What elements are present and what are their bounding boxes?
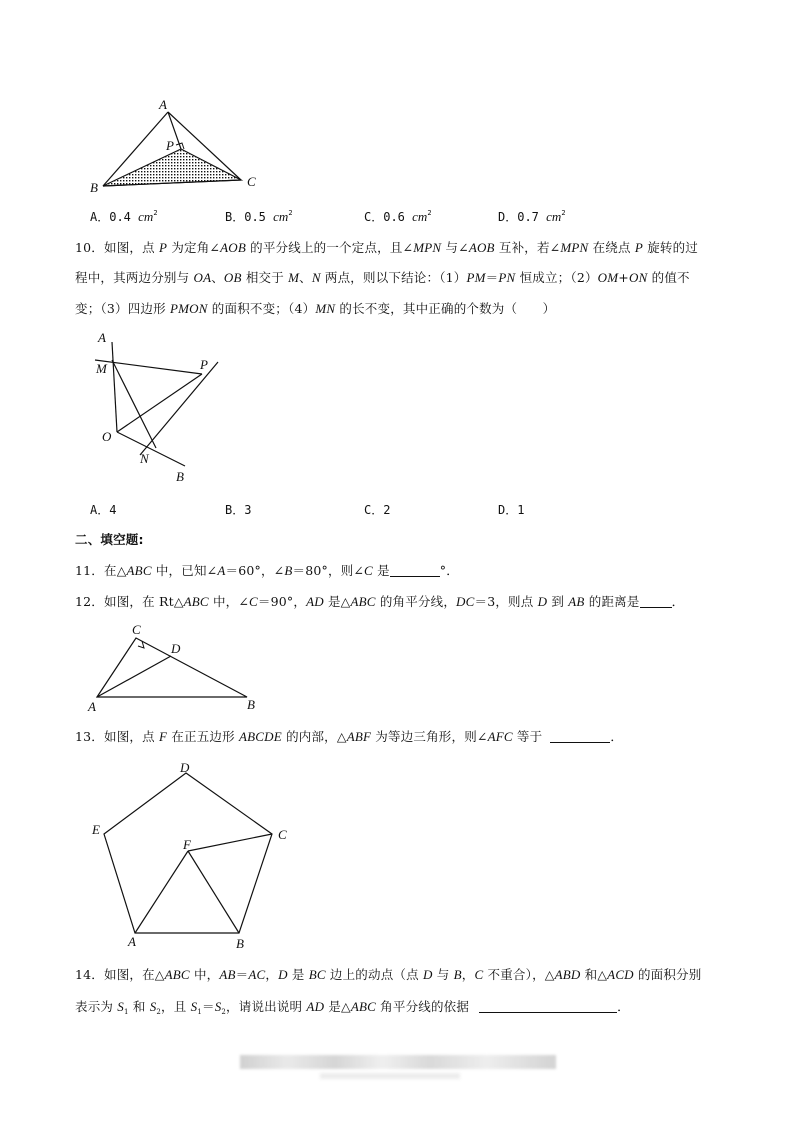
label-p: P xyxy=(200,357,208,372)
q10-line-2: 程中，其两边分别与 OA、OB 相交于 M、N 两点，则以下结论：（1）PM＝PN 恒成立；（2）OM+ON 的值不 xyxy=(75,270,690,285)
q10-line-1: 10．如图，点 P 为定角∠AOB 的平分线上的一个定点，且∠MPN 与∠AOB 互补，若∠MPN 在绕点 P 旋转的过 xyxy=(75,240,698,255)
label-a: A xyxy=(159,97,167,112)
label-o: O xyxy=(102,429,112,444)
q10-line-3: 变；（3）四边形 PMON 的面积不变；（4）MN 的长不变，其中正确的个数为（ ） xyxy=(75,301,556,316)
q12-text: 12．如图，在 Rt△ABC 中，∠C＝90°，AD 是△ABC 的角平分线，DC＝3，则点 D 到 AB 的距离是 ． xyxy=(75,594,685,609)
label-b: B xyxy=(176,469,184,484)
label-a: A xyxy=(88,699,96,714)
label-a: A xyxy=(98,330,106,345)
label-n: N xyxy=(140,451,149,466)
q10-option-a: A．4 xyxy=(90,503,117,517)
section-header-fill-in: 二、填空题: xyxy=(75,532,144,547)
label-c: C xyxy=(278,827,287,842)
blurred-footer-line xyxy=(320,1073,460,1079)
q9-option-a: A．0.4 $cm^2$ xyxy=(90,209,158,224)
q11-text: 11．在△ABC 中，已知∠A＝60°，∠B＝80°，则∠C 是 °． xyxy=(75,563,459,578)
label-p: P xyxy=(166,138,174,153)
answer-blank[interactable] xyxy=(479,1000,617,1013)
q10-option-c: C．2 xyxy=(364,503,391,517)
label-f: F xyxy=(183,837,191,852)
blurred-footer xyxy=(240,1055,556,1069)
q10-option-b: B．3 xyxy=(225,503,252,517)
q14-line-1: 14．如图，在△ABC 中，AB＝AC，D 是 BC 边上的动点（点 D 与 B，C 不重合），△ABD 和△ACD 的面积分别 xyxy=(75,967,702,982)
label-d: D xyxy=(171,641,181,656)
q10-option-d: D．1 xyxy=(498,503,525,517)
label-c: C xyxy=(132,622,141,637)
label-a: A xyxy=(128,934,136,949)
q9-option-b: B．0.5 $cm^2$ xyxy=(225,209,293,224)
label-d: D xyxy=(180,760,190,775)
label-c: C xyxy=(247,174,256,189)
label-b: B xyxy=(90,180,98,195)
label-e: E xyxy=(92,822,100,837)
q13-text: 13．如图，点 F 在正五边形 ABCDE 的内部，△ABF 为等边三角形，则∠AFC 等于 ． xyxy=(75,729,624,744)
q14-line-2: 表示为 $S_1$ 和 $S_2$，且 $S_1=S_2$，请说出说明 AD 是△ABC 角平分线的依据 ． xyxy=(75,999,630,1016)
label-m: M xyxy=(96,361,107,376)
q9-option-c: C．0.6 $cm^2$ xyxy=(364,209,432,224)
label-b: B xyxy=(236,936,244,951)
label-b: B xyxy=(247,697,255,712)
q9-option-d: D．0.7 $cm^2$ xyxy=(498,209,566,224)
